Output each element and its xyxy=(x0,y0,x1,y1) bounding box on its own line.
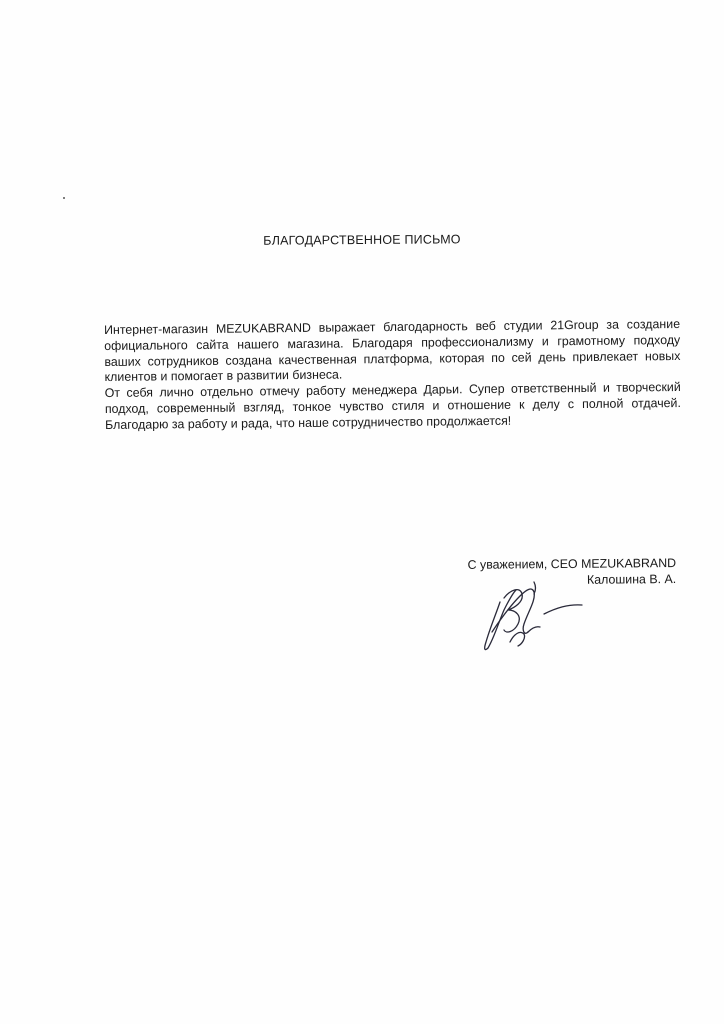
signer-name: Калошина В. А. xyxy=(586,571,677,587)
letter-body xyxy=(104,317,681,434)
scan-speck xyxy=(63,197,65,199)
letter-title: БЛАГОДАРСТВЕННОЕ ПИСЬМО xyxy=(263,232,461,248)
closing-line: С уважением, CEO MEZUKABRAND xyxy=(467,556,677,572)
body-line: ваших сотрудников создана качественная платформа, которая по сей день привлекает новых xyxy=(104,348,681,369)
body-line: От себя лично отдельно отмечу работу менеджера Дарьи. Супер ответственный и творческий xyxy=(104,380,681,401)
body-line: Благодарю за работу и рада, что наше сотрудничество продолжается! xyxy=(104,413,512,432)
body-line: клиентов и помогает в развитии бизнеса. xyxy=(104,367,343,385)
body-line: подход, современный взгляд, тонкое чувство стиля и отношение к делу с полной отдачей. xyxy=(104,395,681,416)
body-line: Интернет-магазин MEZUKABRAND выражает благодарность веб студии 21Group за создание xyxy=(104,316,681,337)
body-line: официального сайта нашего магазина. Благодаря профессионализму и грамотному подходу xyxy=(104,332,681,353)
handwritten-signature xyxy=(470,572,590,662)
